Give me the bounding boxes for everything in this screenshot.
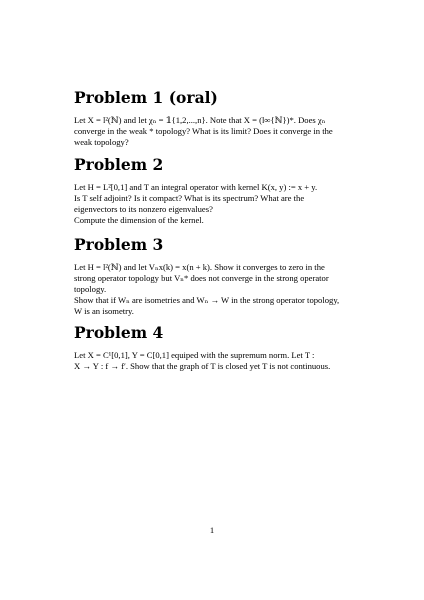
problem-4-line-2: X → Y : f → f′. Show that the graph of T is closed yet T is not continuous. [74, 361, 331, 371]
problem-1-title: Problem 1 (oral) [74, 88, 218, 107]
problem-3-line-3: topology. [74, 284, 107, 294]
problem-1-line-3: weak topology? [74, 137, 129, 147]
problem-3-text [74, 262, 356, 317]
page-number: 1 [209, 525, 215, 535]
problem-2-line-3: eigenvectors to its nonzero eigenvalues? [74, 204, 213, 214]
problem-2-title: Problem 2 [74, 155, 164, 174]
problem-3-line-1: Let H = l²(ℕ) and let Vₙx(k) = x(n + k). Show it converges to zero in the [74, 262, 325, 272]
problem-3-title: Problem 3 [74, 235, 164, 254]
problem-1 [74, 89, 356, 148]
problem-1-line-2: converge in the weak * topology? What is its limit? Does it converge in the [74, 126, 333, 136]
problem-4-line-1: Let X = C¹[0,1], Y = C[0,1] equiped with the supremum norm. Let T : [74, 350, 315, 360]
problem-4-text [74, 350, 356, 372]
problem-2-line-1: Let H = L²[0,1] and T an integral operator with kernel K(x, y) := x + y. [74, 182, 318, 192]
problem-3 [74, 236, 356, 317]
problem-2-line-4: Compute the dimension of the kernel. [74, 215, 204, 225]
problem-3-line-4: Show that if Wₙ are isometries and Wₙ → W in the strong operator topology, [74, 295, 340, 305]
problem-4-title: Problem 4 [74, 323, 164, 342]
problem-2-text [74, 182, 356, 226]
problem-1-line-1: Let X = l²(ℕ) and let χₙ = 𝟙{1,2,...,n}. Note that X = (l∞{ℕ})*. Does χₙ [74, 115, 326, 125]
problem-2 [74, 156, 356, 226]
problem-3-line-2: strong operator topology but Vₙ* does not converge in the strong operator [74, 273, 329, 283]
problem-3-line-5: W is an isometry. [74, 306, 134, 316]
problem-4 [74, 324, 356, 372]
problem-2-line-2: Is T self adjoint? Is it compact? What is its spectrum? What are the [74, 193, 305, 203]
problem-1-text [74, 115, 356, 148]
